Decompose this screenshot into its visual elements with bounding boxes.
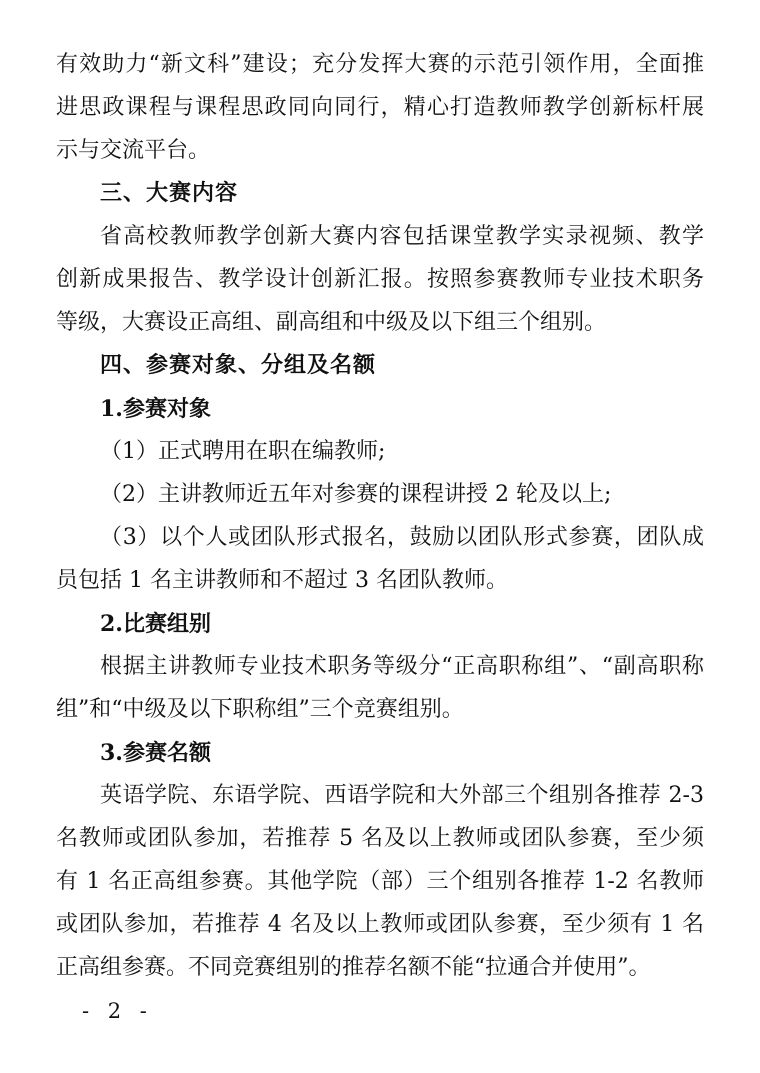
body-text-line: 有 1 名正高组参赛。其他学院（部）三个组别各推荐 1-2 名教师 [56,869,704,894]
body-text-line: 英语学院、东语学院、西语学院和大外部三个组别各推荐 2-3 [100,783,704,808]
body-text-line: 示与交流平台。 [56,138,211,163]
subheading-participants: 1.参赛对象 [100,396,211,422]
body-text-line: 等级，大赛设正高组、副高组和中级及以下组三个组别。 [56,310,607,335]
body-text-line: 正高组参赛。不同竞赛组别的推荐名额不能“拉通合并使用”。 [56,955,651,980]
body-text-line: 员包括 1 名主讲教师和不超过 3 名团队教师。 [56,568,508,593]
body-text-line: 名教师或团队参加，若推荐 5 名及以上教师或团队参赛，至少须 [56,826,704,851]
subheading-groups: 2.比赛组别 [100,611,211,637]
list-item: （3）以个人或团队形式报名，鼓励以团队形式参赛，团队成 [100,525,704,550]
list-item: （1）正式聘用在职在编教师; [100,439,386,464]
page-number: - 2 - [82,999,153,1023]
body-text-line: 组”和“中级及以下职称组”三个竞赛组别。 [56,697,464,722]
section-heading-participants: 四、参赛对象、分组及名额 [100,353,377,378]
list-item: （2）主讲教师近五年对参赛的课程讲授 2 轮及以上; [100,482,612,507]
body-text-line: 省高校教师教学创新大赛内容包括课堂教学实录视频、教学 [100,224,704,249]
subheading-quota: 3.参赛名额 [100,740,211,766]
body-text-line: 根据主讲教师专业技术职务等级分“正高职称组”、“副高职称 [100,654,704,679]
body-text-line: 或团队参加，若推荐 4 名及以上教师或团队参赛，至少须有 1 名 [56,912,704,937]
section-heading-content: 三、大赛内容 [100,181,239,206]
body-text-line: 进思政课程与课程思政同向同行，精心打造教师教学创新标杆展 [56,95,704,120]
body-text-line: 创新成果报告、教学设计创新汇报。按照参赛教师专业技术职务 [56,267,704,292]
body-text-line: 有效助力“新文科”建设；充分发挥大赛的示范引领作用，全面推 [56,52,704,77]
